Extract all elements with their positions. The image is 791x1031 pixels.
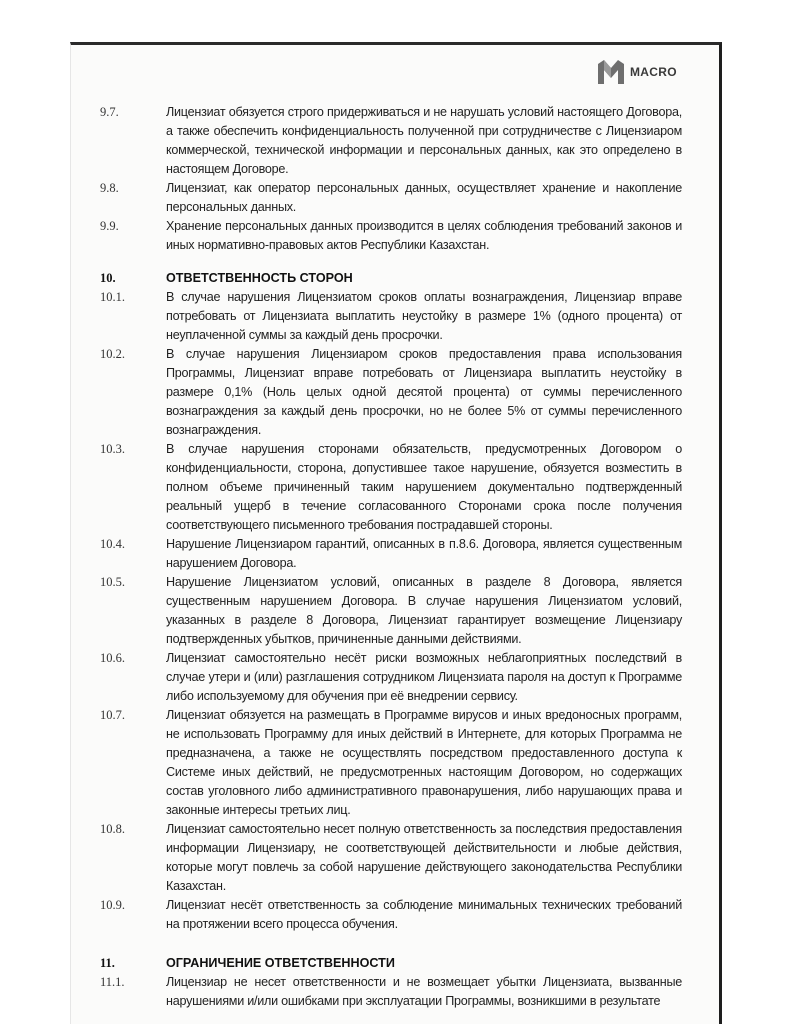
clause-number: 9.7. xyxy=(100,105,119,119)
logo-text: MACRO xyxy=(630,65,677,79)
clause-text: В случае нарушения Лицензиатом сроков оплаты вознаграждения, Лицензиар вправе потребовать от Лицензиата выплатить неустойку в размере 1% (одного процента) от неуплаченной суммы за каждый день просрочки. xyxy=(166,290,682,342)
clause-text: Лицензиат обязуется строго придерживаться и не нарушать условий настоящего Договора, а также обеспечить конфиденциальность полученной при сотрудничестве с Лицензиаром коммерческой, технической информации и персональных данных, как это определено в настоящем Договоре. xyxy=(166,105,682,176)
clause-text: Нарушение Лицензиатом условий, описанных в разделе 8 Договора, является существенным нарушением Договора. В случае нарушения Лицензиатом условий, указанных в разделе 8 Договора, Лицензиат гарантирует возмещение Лицензиару подтвержденных убытков, причиненные данными действиями. xyxy=(166,575,682,646)
clause-number: 10.6. xyxy=(100,651,125,665)
clause-10-4 xyxy=(100,535,682,573)
clause-10-5 xyxy=(100,573,682,649)
clause-text: Нарушение Лицензиаром гарантий, описанных в п.8.6. Договора, является существенным нарушением Договора. xyxy=(166,537,682,570)
clause-number: 9.8. xyxy=(100,181,119,195)
clause-9-9 xyxy=(100,217,682,255)
clause-10-2 xyxy=(100,345,682,440)
clause-9-7 xyxy=(100,103,682,179)
clause-number: 10.3. xyxy=(100,442,125,456)
clause-text: В случае нарушения сторонами обязательств, предусмотренных Договором о конфиденциальности, сторона, допустившее такое нарушение, обязуется возместить в полном объеме причиненный таким нарушением документально подтвержденный реальный ущерб в течение согласованного Сторонами срока после получения соответствующего письменного требования пострадавшей стороны. xyxy=(166,442,682,532)
clause-number: 10.8. xyxy=(100,822,125,836)
clause-number: 10.5. xyxy=(100,575,125,589)
clause-number: 10.9. xyxy=(100,898,125,912)
clause-9-8 xyxy=(100,179,682,217)
clause-text: Лицензиат самостоятельно несет полную ответственность за последствия предоставления информации Лицензиару, не соответствующей действительности и любые действия, которые могут повлечь за собой нарушение действующего законодательства Республики Казахстан. xyxy=(166,822,682,893)
section-number: 11. xyxy=(100,956,115,970)
section-title: ОГРАНИЧЕНИЕ ОТВЕТСТВЕННОСТИ xyxy=(166,956,395,970)
clause-text: Хранение персональных данных производится в целях соблюдения требований законов и иных нормативно-правовых актов Республики Казахстан. xyxy=(166,219,682,252)
clause-text: Лицензиат несёт ответственность за соблюдение минимальных технических требований на протяжении всего процесса обучения. xyxy=(166,898,682,931)
clause-number: 9.9. xyxy=(100,219,119,233)
clause-number: 10.4. xyxy=(100,537,125,551)
clause-number: 10.7. xyxy=(100,708,125,722)
section-11-heading xyxy=(100,954,682,973)
section-title: ОТВЕТСТВЕННОСТЬ СТОРОН xyxy=(166,271,353,285)
clause-text: Лицензиат, как оператор персональных данных, осуществляет хранение и накопление персональных данных. xyxy=(166,181,682,214)
clause-text: Лицензиат обязуется на размещать в Программе вирусов и иных вредоносных программ, не использовать Программу для иных действий в Интернете, для которых Программа не предназначена, а также не осуществлять посредством предоставленного доступа к Системе иных действий, не предусмотренных настоящим Договором, но содержащих состав уголовного либо административного правонарушения, либо нарушающих права и законные интересы третьих лиц. xyxy=(166,708,682,817)
clause-text: В случае нарушения Лицензиаром сроков предоставления права использования Программы, Лицензиат вправе потребовать от Лицензиара выплатить неустойку в размере 0,1% (Ноль целых одной десятой процента) от суммы перечисленного вознаграждения за каждый день просрочки, но не более 5% от суммы перечисленного вознаграждения. xyxy=(166,347,682,437)
clause-text: Лицензиар не несет ответственности и не возмещает убытки Лицензиата, вызванные нарушениями и/или ошибками при эксплуатации Программы, возникшими в результате xyxy=(166,975,682,1008)
section-number: 10. xyxy=(100,271,116,285)
clause-number: 10.1. xyxy=(100,290,125,304)
clause-10-9 xyxy=(100,896,682,934)
clause-number: 10.2. xyxy=(100,347,125,361)
clause-text: Лицензиат самостоятельно несёт риски возможных неблагоприятных последствий в случае утери и (или) разглашения сотрудником Лицензиата пароля на доступ к Программе либо используемому для обучения при её внедрении сервису. xyxy=(166,651,682,703)
section-10-heading xyxy=(100,269,682,288)
clause-11-1 xyxy=(100,973,682,1011)
clause-number: 11.1. xyxy=(100,975,125,989)
clause-10-3 xyxy=(100,440,682,535)
clause-10-8 xyxy=(100,820,682,896)
document-body xyxy=(100,0,682,1031)
clause-10-7 xyxy=(100,706,682,820)
clause-10-6 xyxy=(100,649,682,706)
clause-10-1 xyxy=(100,288,682,345)
